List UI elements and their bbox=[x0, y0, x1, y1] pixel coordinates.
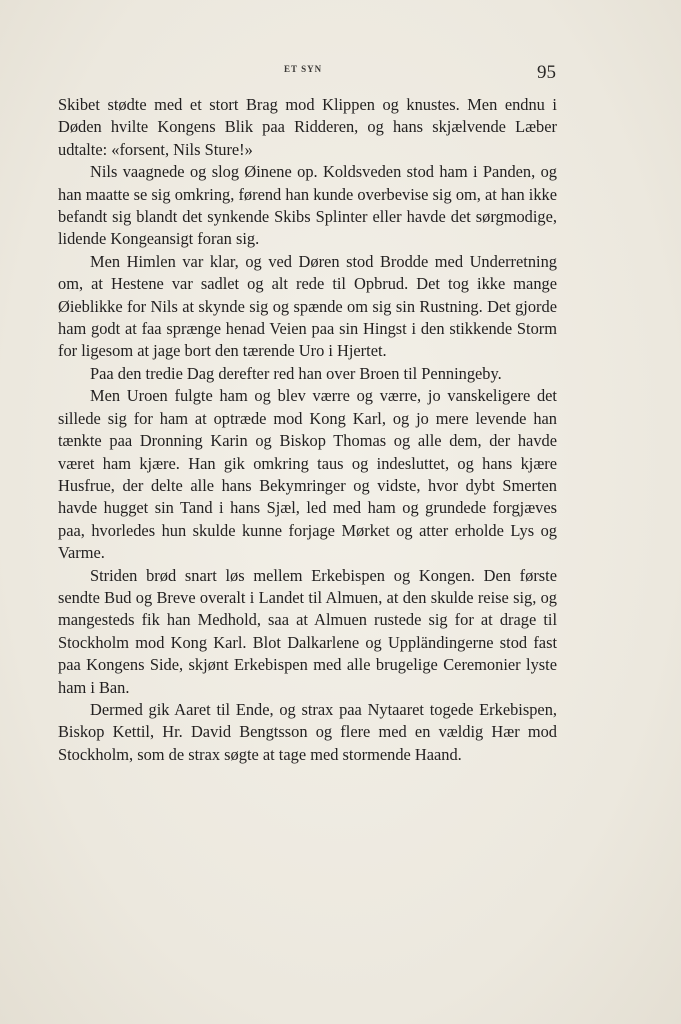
body-text bbox=[58, 94, 557, 766]
paragraph: Dermed gik Aaret til Ende, og strax paa Nytaaret togede Erkebispen, Biskop Kettil, Hr. David Bengtsson og flere med en vældig Hær mod Stockholm, som de strax søgte at tage med stormende Haand. bbox=[58, 699, 557, 764]
page-number: 95 bbox=[537, 62, 556, 83]
paragraph: Paa den tredie Dag derefter red han over Broen til Penningeby. bbox=[90, 363, 502, 383]
paragraph: Striden brød snart løs mellem Erkebispen og Kongen. Den første sendte Bud og Breve overalt i Landet til Almuen, at den skulde reise sig, og mangesteds fik han Medhold, saa at Almuen rustede sig for at drage til Stockholm mod Kong Karl. Blot Dalkarlene og Uppländingerne stod fast paa Kongens Side, skjønt Erkebispen med alle brugelige Ceremonier lyste ham i Ban. bbox=[58, 565, 557, 697]
running-head: ET SYN bbox=[284, 64, 323, 74]
paragraph: Men Uroen fulgte ham og blev værre og værre, jo vanskeligere det sillede sig for ham at optræde mod Kong Karl, og jo mere levende han tænkte paa Dronning Karin og Biskop Thomas og alle dem, der havde været ham kjære. Han gik omkring taus og indesluttet, og hans kjære Husfrue, der delte alle hans Bekymringer og vidste, hvor dybt Smerten havde hugget sin Tand i hans Sjæl, led med ham og grundede forgjæves paa, hvorledes hun skulde kunne forjage Mørket og atter erholde Lys og Varme. bbox=[58, 386, 557, 563]
paragraph: Nils vaagnede og slog Øinene op. Koldsveden stod ham i Panden, og han maatte se sig omkring, førend han kunde overbevise sig om, at han ikke befandt sig blandt det synkende Skibs Splinter eller havde det sørgmodige, lidende Kongeansigt foran sig. bbox=[58, 162, 557, 249]
paragraph: Skibet stødte med et stort Brag mod Klippen og knustes. Men endnu i Døden hvilte Kongens Blik paa Ridderen, og hans skjælvende Læber udtalte: «forsent, Nils Sture!» bbox=[58, 95, 557, 159]
paragraph: Men Himlen var klar, og ved Døren stod Brodde med Underretning om, at Hestene var sadlet og alt rede til Opbrud. Det tog ikke mange Øieblikke for Nils at skynde sig og spænde om sig sin Rustning. Det gjorde ham godt at faa sprænge henad Veien paa sin Hingst i den stikkende Storm for ligesom at jage bort den tærende Uro i Hjertet. bbox=[58, 251, 557, 361]
